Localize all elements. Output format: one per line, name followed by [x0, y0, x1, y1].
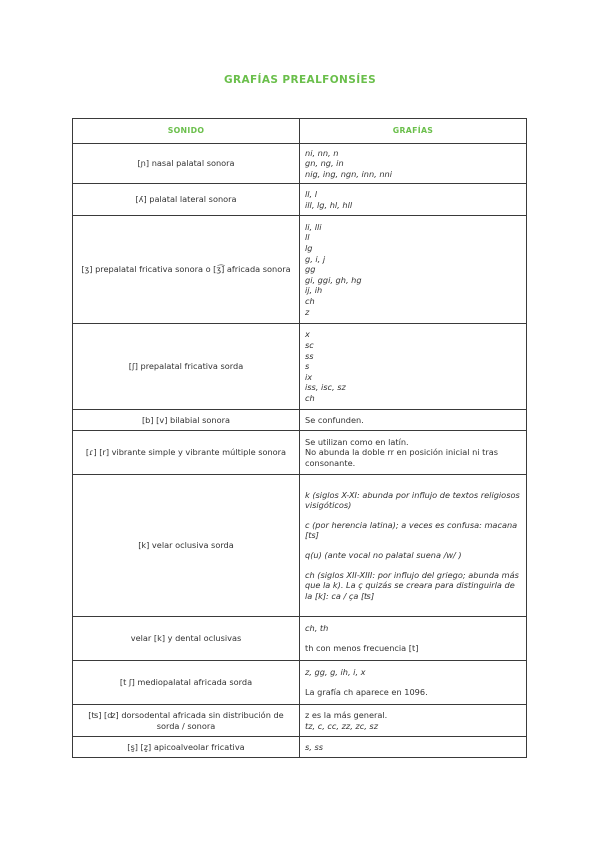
spelling-line: gi, ggi, gh, hg — [305, 274, 362, 285]
spelling-line: ch — [305, 295, 315, 306]
sound-cell: [ʃ] prepalatal fricativa sorda — [73, 324, 300, 410]
table-row — [73, 431, 527, 475]
sound-cell: [k] velar oclusiva sorda — [73, 475, 300, 617]
spelling-cell — [300, 475, 527, 617]
spelling-line: iss, isc, sz — [305, 382, 346, 393]
spelling-line: s — [305, 361, 310, 372]
spelling-line: Se utilizan como en latín. — [305, 436, 409, 447]
spelling-line: ss — [305, 350, 314, 361]
spelling-paragraph: th con menos frecuencia [t] — [305, 643, 419, 653]
spelling-paragraph: z, gg, g, ih, i, x — [305, 667, 366, 678]
spelling-cell — [300, 144, 527, 184]
table-row — [73, 184, 527, 216]
spelling-line: nig, ing, ngn, inn, nni — [305, 168, 393, 179]
spelling-line: gg — [305, 264, 316, 275]
table-row — [73, 324, 527, 410]
spelling-cell — [300, 431, 527, 475]
table-header-row — [73, 119, 527, 144]
table-row — [73, 216, 527, 324]
spelling-cell — [300, 661, 527, 705]
table-row — [73, 144, 527, 184]
spelling-line: x — [305, 329, 310, 340]
spelling-line: g, i, j — [305, 253, 326, 264]
spelling-line: ni, nn, n — [305, 147, 339, 158]
sound-cell: [ʎ] palatal lateral sonora — [73, 184, 300, 216]
table-row — [73, 705, 527, 737]
spelling-paragraph: ch (siglos XII-XIII: por influjo del griego; abunda más que la k). La ç quizás se creara para distinguirla de la [k]: ca / ça [ʦ] — [305, 569, 519, 601]
spelling-paragraph: q(u) (ante vocal no palatal suena /w/ ) — [305, 550, 462, 560]
spelling-line: ch — [305, 392, 315, 403]
spelling-line: ll, l — [305, 188, 318, 199]
spelling-line: ill, lg, hl, hll — [305, 199, 353, 210]
spelling-paragraph: La grafía ch aparece en 1096. — [305, 687, 428, 697]
spelling-line: z es la más general. — [305, 709, 388, 720]
spelling-cell — [300, 324, 527, 410]
spelling-line: gn, ng, in — [305, 158, 344, 169]
sound-cell: [b] [v] bilabial sonora — [73, 410, 300, 431]
spelling-line: z — [305, 306, 310, 317]
header-sound: SONIDO — [73, 119, 300, 144]
sound-cell: [ʦ] [ʣ] dorsodental africada sin distribución de sorda / sonora — [73, 705, 300, 737]
table-row — [73, 661, 527, 705]
spelling-cell — [300, 617, 527, 661]
spelling-line: sc — [305, 340, 314, 351]
table-row — [73, 617, 527, 661]
spelling-line: li, lli — [305, 221, 322, 232]
sound-cell: [ɲ] nasal palatal sonora — [73, 144, 300, 184]
sound-cell: velar [k] y dental oclusivas — [73, 617, 300, 661]
sound-cell: [t ʃ] mediopalatal africada sorda — [73, 661, 300, 705]
spelling-cell: s, ss — [300, 737, 527, 758]
spelling-line: tz, c, cc, zz, zc, sz — [305, 720, 378, 731]
grafias-table — [72, 118, 527, 758]
spelling-cell — [300, 216, 527, 324]
table-row — [73, 475, 527, 617]
page-title: GRAFÍAS PREALFONSÍES — [223, 74, 377, 86]
spelling-paragraph: c (por herencia latina); a veces es confusa: macana [ts] — [305, 519, 518, 541]
spelling-line: ix — [305, 371, 313, 382]
spelling-cell: Se confunden. — [300, 410, 527, 431]
spelling-paragraph: ch, th — [305, 623, 329, 634]
sound-cell: [s̺] [z̺] apicoalveolar fricativa — [73, 737, 300, 758]
spelling-cell — [300, 184, 527, 216]
sound-cell: [ɾ] [r] vibrante simple y vibrante múltiple sonora — [73, 431, 300, 475]
spelling-cell — [300, 705, 527, 737]
spelling-paragraph: k (siglos X-XI: abunda por influjo de textos religiosos visigóticos) — [305, 489, 520, 511]
spelling-line: ll — [305, 232, 310, 243]
header-spelling: GRAFÍAS — [300, 119, 527, 144]
table-row — [73, 410, 527, 431]
spelling-line: No abunda la doble rr en posición inicial ni tras consonante. — [305, 447, 499, 468]
sound-cell: [ʒ] prepalatal fricativa sonora o [ʒ͡] africada sonora — [73, 216, 300, 324]
table-row — [73, 737, 527, 758]
spelling-line: lg — [305, 243, 313, 254]
spelling-line: ij, ih — [305, 285, 323, 296]
